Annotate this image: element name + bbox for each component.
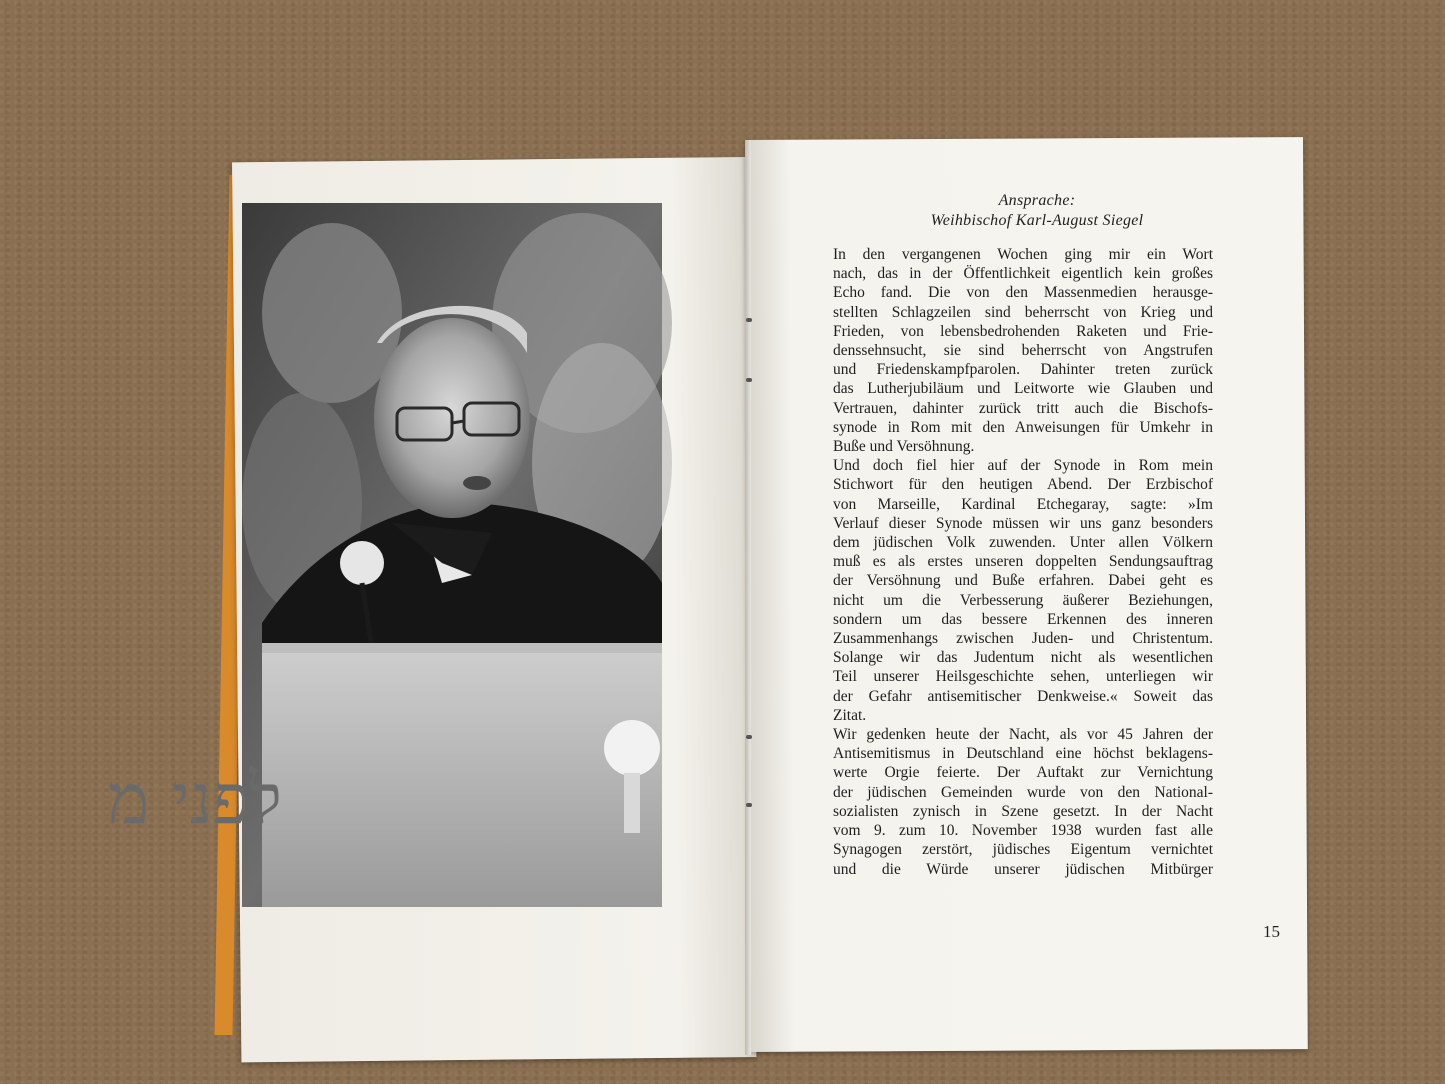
- staple: [746, 318, 752, 322]
- body-line: dem jüdischen Volk zuwenden. Unter allen Völkern: [833, 534, 1213, 552]
- body-line: Buße und Versöhnung.: [833, 438, 975, 456]
- staple: [746, 735, 752, 739]
- body-line: Vertrauen, dahinter zurück tritt auch die Bischofs-: [833, 399, 1213, 417]
- body-line: In den vergangenen Wochen ging mir ein Wort: [833, 246, 1213, 263]
- body-line: werte Orgie feierte. Der Auftakt zur Vernichtung: [833, 764, 1213, 782]
- body-line: Frieden, von lebensbedrohenden Raketen und Frie-: [833, 322, 1213, 340]
- staple: [746, 803, 752, 807]
- lectern-inscription: לפני מ: [107, 758, 282, 840]
- body-line: Wir gedenken heute der Nacht, als vor 45 Jahren der: [833, 726, 1213, 744]
- body-line: sondern um das bessere Erkennen des inneren: [833, 610, 1213, 628]
- body-line: Und doch fiel hier auf der Synode in Rom mein: [833, 457, 1213, 475]
- body-line: Zusammenhangs zwischen Juden- und Christentum.: [833, 630, 1213, 648]
- body-line: Synagogen zerstört, jüdisches Eigentum vernichtet: [833, 841, 1213, 859]
- body-line: muß es als erstes unseren doppelten Sendungsauftrag: [833, 553, 1213, 571]
- body-line: nicht um die Verbesserung äußerer Beziehungen,: [833, 591, 1213, 609]
- body-line: Antisemitismus in Deutschland eine höchst beklagens-: [833, 745, 1213, 763]
- body-line: denssehnsucht, sie sind beherrscht von Angstrufen: [833, 342, 1213, 360]
- staple: [746, 378, 752, 382]
- heading: [882, 191, 1192, 231]
- body-line: Verlauf dieser Synode müssen wir uns ganz besonders: [833, 514, 1213, 532]
- speaker-photo: [107, 203, 662, 907]
- page-number: 15: [1263, 922, 1280, 941]
- body-line: Solange wir das Judentum nicht als wesentlichen: [833, 649, 1213, 667]
- body-line: und die Würde unserer jüdischen Mitbürger: [833, 860, 1213, 878]
- body-line: und Friedenskampfparolen. Dahinter treten zurück: [833, 361, 1213, 379]
- body-line: sozialisten zynisch in Szene gesetzt. In der Nacht: [833, 802, 1213, 820]
- body-line: der Gefahr antisemitischer Denkweise.« Soweit das: [833, 687, 1213, 705]
- speaker-photo-image: [107, 203, 662, 907]
- body-line: synode in Rom mit den Anweisungen für Umkehr in: [833, 418, 1213, 436]
- body-line: Teil unserer Heilsgeschichte sehen, unterliegen wir: [833, 668, 1213, 686]
- body-line: Zitat.: [833, 706, 867, 724]
- body-text: [833, 245, 1213, 879]
- body-line: das Lutherjubiläum und Leitworte wie Glauben und: [833, 380, 1213, 398]
- booklet-spine: [745, 140, 751, 1055]
- body-line: von Marseille, Kardinal Etchegaray, sagte: »Im: [833, 495, 1213, 513]
- heading-line-2: Weihbischof Karl-August Siegel: [930, 212, 1144, 229]
- heading-line-1: Ansprache:: [998, 192, 1076, 209]
- body-line: der Versöhnung und Buße erfahren. Dabei geht es: [833, 572, 1213, 590]
- body-line: Echo fand. Die von den Massenmedien herausge-: [833, 284, 1213, 302]
- body-line: nach, das in der Öffentlichkeit eigentlich kein großes: [833, 265, 1213, 283]
- body-line: stellten Schlagzeilen sind beherrscht von Krieg und: [833, 303, 1213, 321]
- body-line: vom 9. zum 10. November 1938 wurden fast alle: [833, 822, 1213, 840]
- body-line: der jüdischen Gemeinden wurde von den National-: [833, 783, 1213, 801]
- body-line: Stichwort für den heutigen Abend. Der Erzbischof: [833, 476, 1213, 494]
